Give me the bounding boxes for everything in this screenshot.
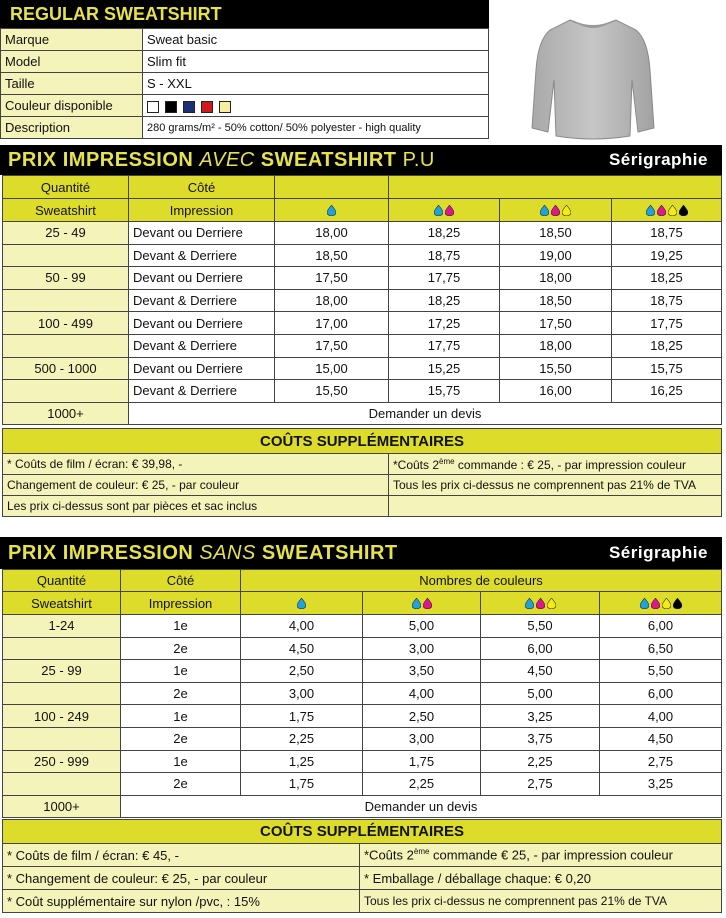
extra-second: *Coûts 2ème commande € 25, - par impression couleur [360, 844, 722, 867]
price-cell: 17,50 [275, 267, 389, 290]
sans-method: Sérigraphie [608, 543, 708, 562]
qty-cell [3, 244, 129, 267]
col-header: Quantité [3, 176, 129, 199]
ink-drop-icon [434, 205, 443, 216]
extra-tva: Tous les prix ci-dessus ne comprennent pas 21% de TVA [389, 475, 722, 496]
ink-drop-icon [536, 598, 545, 609]
ink-drop-icon [640, 598, 649, 609]
price-cell: 4,00 [241, 615, 363, 638]
sans-title-a: PRIX IMPRESSION [8, 542, 200, 564]
price-cell: 3,25 [481, 705, 600, 728]
side-cell: Devant ou Derriere [129, 267, 275, 290]
price-cell: 2,25 [481, 750, 600, 773]
price-cell: 18,00 [500, 267, 612, 290]
table-row [3, 727, 722, 750]
price-cell: 2,50 [241, 660, 363, 683]
sweatshirt-image [528, 10, 658, 142]
three-color-header [500, 199, 612, 222]
ink-drop-icon [297, 598, 306, 609]
price-cell: 1,25 [241, 750, 363, 773]
ink-drop-icon [525, 598, 534, 609]
extra-tva: Tous les prix ci-dessus ne comprennent pas 21% de TVA [360, 890, 722, 913]
product-spec-table [0, 28, 489, 139]
spec-label: Model [1, 51, 143, 73]
extra-packing: * Emballage / déballage chaque: € 0,20 [360, 867, 722, 890]
col-header: Impression [121, 592, 241, 615]
col-header: Sweatshirt [3, 199, 129, 222]
sans-title-c: SWEATSHIRT [255, 542, 398, 564]
price-cell: 4,00 [600, 705, 722, 728]
avec-title-a: PRIX IMPRESSION [8, 149, 200, 171]
price-cell: 4,50 [481, 660, 600, 683]
price-cell: 15,25 [389, 357, 500, 380]
col-header [275, 176, 389, 199]
price-cell: 18,25 [389, 222, 500, 245]
table-row [3, 244, 722, 267]
avec-title-c: SWEATSHIRT [254, 149, 397, 171]
ink-drop-icon [445, 205, 454, 216]
price-cell: 15,50 [500, 357, 612, 380]
price-cell: 2,25 [363, 773, 481, 796]
price-cell: 18,75 [389, 244, 500, 267]
product-title: REGULAR SWEATSHIRT [10, 4, 222, 24]
side-cell: Devant & Derriere [129, 289, 275, 312]
price-cell: 16,25 [612, 380, 722, 403]
price-cell: 19,25 [612, 244, 722, 267]
four-color-header [600, 592, 722, 615]
price-cell: 18,25 [389, 289, 500, 312]
col-header: Côté [121, 570, 241, 592]
qty-cell: 1-24 [3, 615, 121, 638]
price-cell: 18,00 [500, 334, 612, 357]
price-cell: 18,50 [500, 222, 612, 245]
side-cell: Devant ou Derriere [129, 312, 275, 335]
price-cell: 6,50 [600, 637, 722, 660]
price-cell: 3,75 [481, 727, 600, 750]
ink-drop-icon [668, 205, 677, 216]
col-header: Quantité [3, 570, 121, 592]
side-cell: 1e [121, 615, 241, 638]
ink-drop-icon [646, 205, 655, 216]
price-cell: 18,00 [275, 222, 389, 245]
price-cell: 2,50 [363, 705, 481, 728]
price-cell: 5,50 [481, 615, 600, 638]
side-cell: Devant & Derriere [129, 244, 275, 267]
extra-title: COÛTS SUPPLÉMENTAIRES [3, 820, 722, 844]
ink-drop-icon [673, 598, 682, 609]
avec-title-bar [0, 145, 722, 175]
table-row [3, 660, 722, 683]
avec-price-table [2, 175, 722, 425]
table-row [3, 773, 722, 796]
table-row [3, 380, 722, 403]
table-row [3, 312, 722, 335]
swatch [147, 101, 159, 113]
price-cell: 18,25 [612, 267, 722, 290]
side-cell: 2e [121, 637, 241, 660]
price-cell: 6,00 [600, 682, 722, 705]
price-cell: 2,25 [241, 727, 363, 750]
col-header: Côté [129, 176, 275, 199]
qty-cell: 25 - 99 [3, 660, 121, 683]
price-cell: 4,00 [363, 682, 481, 705]
two-color-header [363, 592, 481, 615]
qty-cell: 1000+ [3, 402, 129, 424]
price-cell: 17,50 [500, 312, 612, 335]
two-color-header [389, 199, 500, 222]
price-cell: 18,75 [612, 289, 722, 312]
price-cell: 6,00 [481, 637, 600, 660]
price-cell: 18,50 [275, 244, 389, 267]
price-cell: 1,75 [241, 773, 363, 796]
swatch [165, 101, 177, 113]
spec-value: 280 grams/m² - 50% cotton/ 50% polyester - high quality [143, 117, 489, 139]
spec-label: Description [1, 117, 143, 139]
price-cell: 4,50 [241, 637, 363, 660]
price-cell: 5,50 [600, 660, 722, 683]
price-cell: 18,50 [500, 289, 612, 312]
qty-cell: 250 - 999 [3, 750, 121, 773]
extra-change: Changement de couleur: € 25, - par couleur [3, 475, 389, 496]
extra-nylon: * Coût supplémentaire sur nylon /pvc, : 15% [3, 890, 360, 913]
price-cell: 17,75 [389, 334, 500, 357]
table-row [3, 357, 722, 380]
qty-cell [3, 334, 129, 357]
price-cell: 17,25 [389, 312, 500, 335]
ink-drop-icon [662, 598, 671, 609]
avec-title-b: AVEC [199, 149, 255, 171]
price-cell: 19,00 [500, 244, 612, 267]
table-row [3, 334, 722, 357]
product-title-bar [0, 0, 489, 28]
qty-cell: 500 - 1000 [3, 357, 129, 380]
table-row [3, 705, 722, 728]
qty-cell: 100 - 499 [3, 312, 129, 335]
ink-drop-icon [657, 205, 666, 216]
qty-cell: 1000+ [3, 795, 121, 817]
qty-cell: 50 - 99 [3, 267, 129, 290]
price-cell: 2,75 [600, 750, 722, 773]
table-row [3, 267, 722, 290]
ink-drop-icon [547, 598, 556, 609]
table-row [3, 682, 722, 705]
extra-film: * Coûts de film / écran: € 45, - [3, 844, 360, 867]
table-row [3, 637, 722, 660]
qty-cell [3, 773, 121, 796]
price-cell: 1,75 [363, 750, 481, 773]
price-cell: 17,75 [612, 312, 722, 335]
swatch [201, 101, 213, 113]
table-row [3, 615, 722, 638]
ink-drop-icon [551, 205, 560, 216]
price-cell: 1,75 [241, 705, 363, 728]
sans-title-b: SANS [199, 542, 256, 564]
price-cell: 3,50 [363, 660, 481, 683]
table-row [3, 222, 722, 245]
ink-drop-icon [423, 598, 432, 609]
qty-cell [3, 289, 129, 312]
table-row [3, 289, 722, 312]
qty-cell [3, 637, 121, 660]
color-swatches [143, 95, 489, 117]
price-cell: 15,00 [275, 357, 389, 380]
sans-extra-table [2, 819, 722, 913]
sans-price-table [2, 569, 722, 818]
swatch [219, 101, 231, 113]
sans-title-bar [0, 537, 722, 569]
price-cell: 17,50 [275, 334, 389, 357]
ink-drop-icon [412, 598, 421, 609]
qty-cell: 100 - 249 [3, 705, 121, 728]
extra-second: *Coûts 2ème commande : € 25, - par impression couleur [389, 454, 722, 475]
table-row [3, 750, 722, 773]
side-cell: Devant ou Derriere [129, 222, 275, 245]
qty-cell: 25 - 49 [3, 222, 129, 245]
price-cell: 15,75 [612, 357, 722, 380]
side-cell: Devant ou Derriere [129, 357, 275, 380]
price-cell: 5,00 [481, 682, 600, 705]
price-cell: 3,00 [363, 637, 481, 660]
extra-title: COÛTS SUPPLÉMENTAIRES [3, 429, 722, 454]
avec-title-d: P.U [396, 149, 435, 171]
devis-cell: Demander un devis [121, 795, 722, 817]
extra-change: * Changement de couleur: € 25, - par couleur [3, 867, 360, 890]
four-color-header [612, 199, 722, 222]
price-cell: 18,75 [612, 222, 722, 245]
price-cell: 6,00 [600, 615, 722, 638]
extra-note: Les prix ci-dessus sont par pièces et sac inclus [3, 496, 389, 517]
spec-label: Taille [1, 73, 143, 95]
side-cell: 1e [121, 660, 241, 683]
price-cell: 17,75 [389, 267, 500, 290]
qty-cell [3, 682, 121, 705]
price-cell: 3,00 [241, 682, 363, 705]
price-cell: 5,00 [363, 615, 481, 638]
price-cell: 18,00 [275, 289, 389, 312]
qty-cell [3, 727, 121, 750]
price-cell: 16,00 [500, 380, 612, 403]
ink-drop-icon [651, 598, 660, 609]
side-cell: 1e [121, 705, 241, 728]
price-cell: 17,00 [275, 312, 389, 335]
ink-drop-icon [562, 205, 571, 216]
price-cell: 2,75 [481, 773, 600, 796]
col-header [389, 176, 722, 199]
devis-cell: Demander un devis [129, 402, 722, 424]
side-cell: 2e [121, 727, 241, 750]
one-color-header [275, 199, 389, 222]
one-color-header [241, 592, 363, 615]
side-cell: Devant & Derriere [129, 380, 275, 403]
side-cell: 2e [121, 773, 241, 796]
ink-drop-icon [327, 205, 336, 216]
ink-drop-icon [540, 205, 549, 216]
col-header: Impression [129, 199, 275, 222]
avec-extra-table [2, 428, 722, 517]
extra-film: * Coûts de film / écran: € 39,98, - [3, 454, 389, 475]
qty-cell [3, 380, 129, 403]
spec-label: Couleur disponible [1, 95, 143, 117]
col-header: Sweatshirt [3, 592, 121, 615]
spec-value: S - XXL [143, 73, 489, 95]
col-header: Nombres de couleurs [241, 570, 722, 592]
price-cell: 18,25 [612, 334, 722, 357]
spec-value: Sweat basic [143, 29, 489, 51]
price-cell: 4,50 [600, 727, 722, 750]
avec-method: Sérigraphie [608, 150, 708, 169]
price-cell: 15,75 [389, 380, 500, 403]
spec-value: Slim fit [143, 51, 489, 73]
three-color-header [481, 592, 600, 615]
swatch [183, 101, 195, 113]
price-cell: 3,25 [600, 773, 722, 796]
price-cell: 3,00 [363, 727, 481, 750]
side-cell: 1e [121, 750, 241, 773]
price-cell: 15,50 [275, 380, 389, 403]
ink-drop-icon [679, 205, 688, 216]
spec-label: Marque [1, 29, 143, 51]
side-cell: 2e [121, 682, 241, 705]
side-cell: Devant & Derriere [129, 334, 275, 357]
